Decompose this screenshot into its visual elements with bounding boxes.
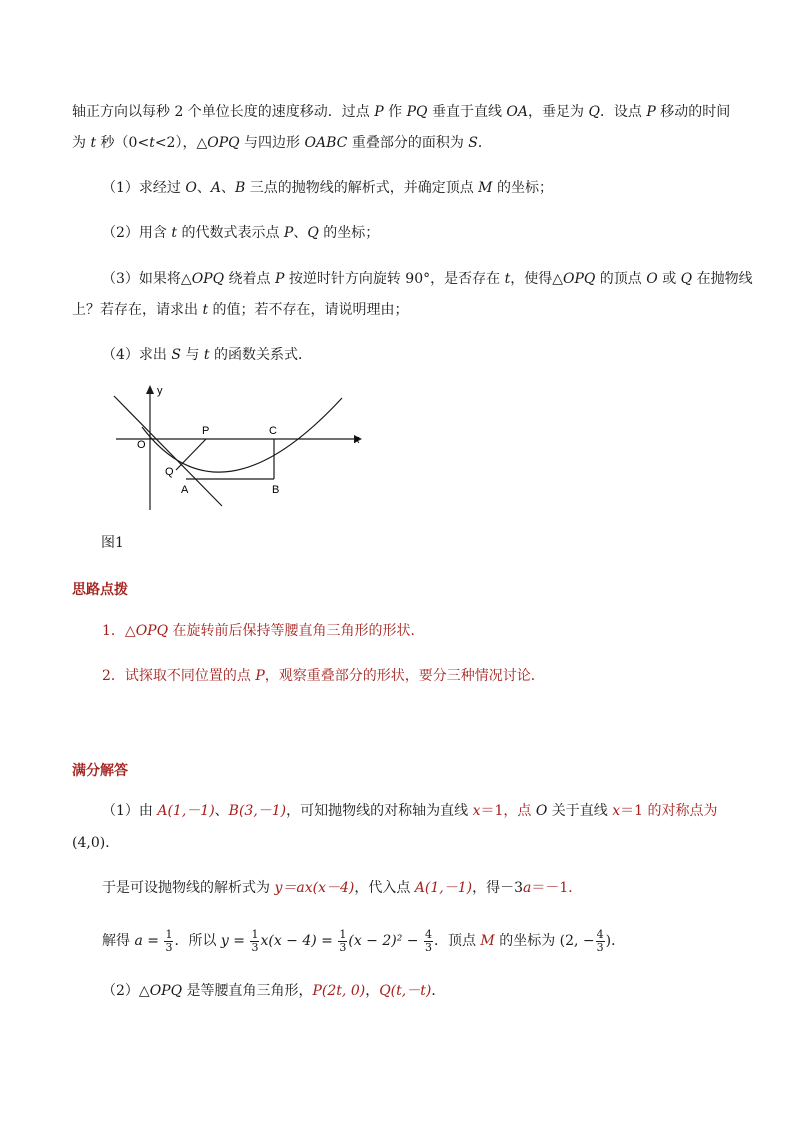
question-3-line-1: （3）如果将△OPQ 绕着点 P 按逆时针方向旋转 90°，是否存在 t，使得△OPQ 的顶点 O 或 Q 在抛物线 [102, 271, 753, 287]
label-x: x [354, 434, 360, 446]
solution-1-line-a: （1）由 A(1,－1)、B(3,－1)，可知抛物线的对称轴为直线 x＝1，点 O 关于直线 x＝1 的对称点为 [102, 803, 718, 819]
parabola [142, 398, 342, 472]
figure-caption: 图1 [101, 535, 124, 551]
fraction-4-3-b: $\frac{4}{3}$ [596, 927, 604, 954]
question-3-line-2: 上？若存在，请求出 t 的值；若不存在，请说明理由； [72, 302, 409, 318]
problem-line-1: 轴正方向以每秒 2 个单位长度的速度移动．过点 P 作 PQ 垂直于直线 OA，垂足为 Q．设点 P 移动的时间 [72, 104, 731, 120]
label-Q: Q [165, 466, 174, 478]
question-1: （1）求经过 O、A、B 三点的抛物线的解析式，并确定顶点 M 的坐标； [102, 180, 553, 196]
line-OA [114, 396, 222, 506]
y-axis-arrow [146, 385, 154, 394]
problem-line-2: 为 t 秒（0<t<2），△OPQ 与四边形 OABC 重叠部分的面积为 S． [72, 135, 492, 151]
label-P: P [202, 425, 210, 437]
fraction-4-3: $\frac{4}{3}$ [424, 927, 432, 954]
label-B: B [272, 484, 280, 496]
hint-2: 2．试探取不同位置的点 P，观察重叠部分的形状，要分三种情况讨论． [102, 668, 545, 684]
fraction-1-3-b: $\frac{1}{3}$ [251, 927, 259, 954]
fraction-1-3: $\frac{1}{3}$ [165, 927, 173, 954]
solution-1-line-b: (4,0)． [72, 835, 120, 851]
label-y: y [157, 385, 163, 397]
question-2: （2）用含 t 的代数式表示点 P、Q 的坐标； [102, 225, 380, 241]
figure-1-graph [108, 380, 368, 515]
fraction-1-3-c: $\frac{1}{3}$ [339, 927, 347, 954]
label-A: A [181, 484, 189, 496]
hints-heading: 思路点拨 [72, 582, 128, 598]
hint-1: 1．△OPQ 在旋转前后保持等腰直角三角形的形状． [102, 623, 425, 639]
solution-1-line-c: 于是可设抛物线的解析式为 y＝ax(x－4)，代入点 A(1,－1)，得－3a＝－1． [102, 880, 583, 896]
solution-heading: 满分解答 [72, 763, 128, 779]
label-O: O [137, 439, 146, 451]
solution-2: （2）△OPQ 是等腰直角三角形，P(2t, 0)，Q(t,－t)． [102, 983, 446, 999]
segment-PQ [176, 439, 206, 470]
label-C: C [269, 425, 277, 437]
question-4: （4）求出 S 与 t 的函数关系式． [102, 347, 312, 363]
solution-1-line-d: 解得 a = $\frac{1}{3}$ ．所以 y = $\frac{1}{3}$ x(x − 4) = $\frac{1}{3}$ (x − 2)² − $\frac{4}{3}$ ．顶点 M 的坐标为 (2, − $\frac{4}{3}$ )． [102, 927, 626, 954]
